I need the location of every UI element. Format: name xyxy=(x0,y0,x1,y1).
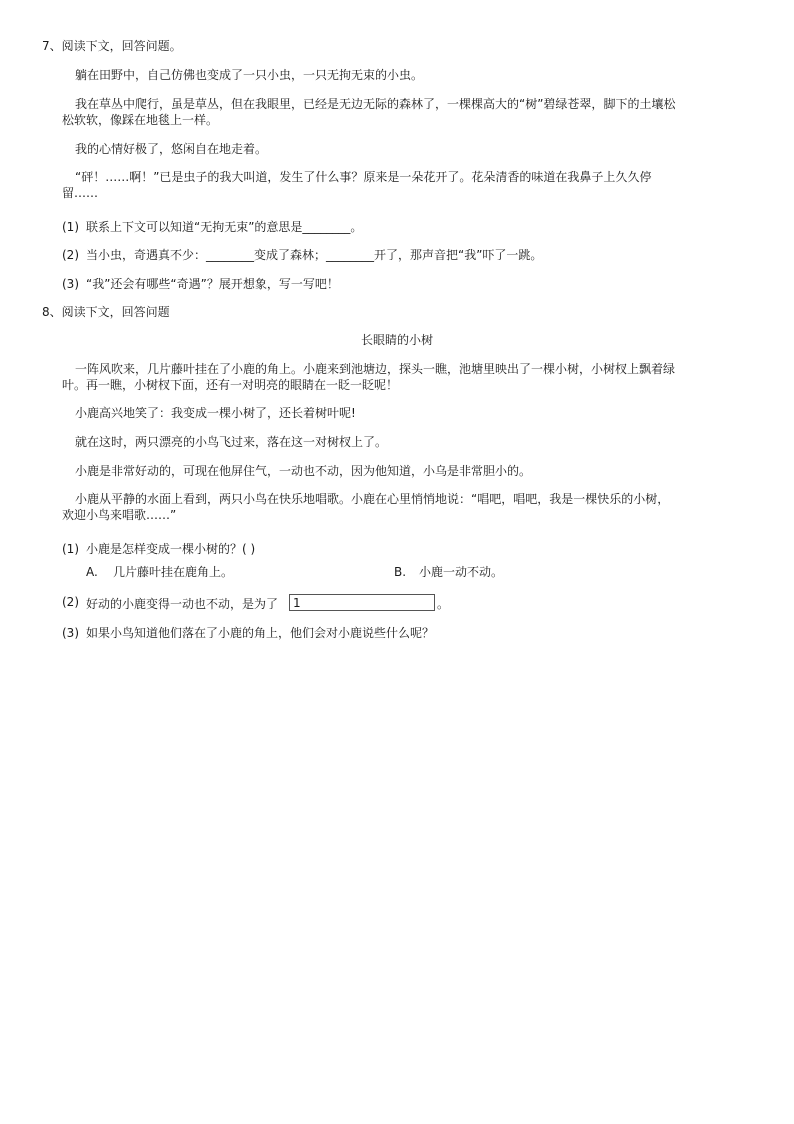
q8-option-a-label: A. xyxy=(86,565,98,579)
q8-paragraph-1-line-1: 一阵风吹来，几片藤叶挂在了小鹿的角上。小鹿来到池塘边，探头一瞧，池塘里映出了一棵小树，小树杈上飘着绿 xyxy=(75,362,676,376)
q8-question-3-number: (3) xyxy=(62,626,79,640)
q7-title: 7、阅读下文，回答问题。 xyxy=(42,39,182,53)
q8-question-2-answer-input[interactable] xyxy=(290,595,433,610)
q7-question-1-text: 联系上下文可以知道“无拘无束”的意思是________。 xyxy=(86,220,363,234)
q8-option-b-text: 小鹿一动不动。 xyxy=(419,565,504,579)
q8-paragraph-4: 小鹿是非常好动的，可现在他屏住气，一动也不动，因为他知道，小乌是非常胆小的。 xyxy=(75,464,532,478)
q8-question-2-number: (2) xyxy=(62,595,79,609)
q7-question-3-number: (3) xyxy=(62,277,79,291)
q7-question-3-text: “我”还会有哪些“奇遇”？展开想象，写一写吧！ xyxy=(86,277,339,291)
q7-paragraph-2-line-2: 松软软，像踩在地毯上一样。 xyxy=(62,113,219,127)
q7-paragraph-4-line-1: “砰！……啊！”已是虫子的我大叫道，发生了什么事？原来是一朵花开了。花朵清香的味道在我鼻子上久久停 xyxy=(75,170,652,184)
q8-question-3-text: 如果小鸟知道他们落在了小鹿的角上，他们会对小鹿说些什么呢？ xyxy=(86,626,435,640)
q8-story-title: 长眼睛的小树 xyxy=(360,333,433,347)
q8-paragraph-5-line-2: 欢迎小鸟来唱歌……” xyxy=(62,508,177,522)
q7-paragraph-3: 我的心情好极了，悠闲自在地走着。 xyxy=(75,142,268,156)
q8-option-a-text: 几片藤叶挂在鹿角上。 xyxy=(113,565,234,579)
q8-option-b-label: B. xyxy=(394,565,407,579)
q8-paragraph-3: 就在这时，两只漂亮的小鸟飞过来，落在这一对树杈上了。 xyxy=(75,435,388,449)
q7-question-2-text: 当小虫，奇遇真不少：________变成了森林；________开了，那声音把“我”吓了一跳。 xyxy=(86,248,543,262)
q8-question-2-answer-field[interactable] xyxy=(289,594,435,611)
q8-question-1-number: (1) xyxy=(62,542,79,556)
q7-paragraph-1: 躺在田野中，自己仿佛也变成了一只小虫，一只无拘无束的小虫。 xyxy=(75,68,424,82)
q8-paragraph-2: 小鹿高兴地笑了：我变成一棵小树了，还长着树叶呢! xyxy=(75,406,356,420)
q8-question-2-period: 。 xyxy=(437,597,450,611)
q8-question-1-text: 小鹿是怎样变成一棵小树的？( ) xyxy=(86,542,256,556)
q8-paragraph-1-line-2: 叶。再一瞧，小树杈下面，还有一对明亮的眼睛在一眨一眨呢！ xyxy=(62,378,399,392)
q7-paragraph-2-line-1: 我在草丛中爬行，虽是草丛，但在我眼里，已经是无边无际的森林了，一棵棵高大的“树”碧绿苍翠，脚下的土壤松 xyxy=(75,97,676,111)
q8-title: 8、阅读下文，回答问题 xyxy=(42,305,170,319)
q7-paragraph-4-line-2: 留…… xyxy=(62,186,99,200)
q8-question-2-text: 好动的小鹿变得一动也不动，是为了 xyxy=(86,597,279,611)
q8-paragraph-5-line-1: 小鹿从平静的水面上看到，两只小鸟在快乐地唱歌。小鹿在心里悄悄地说：“唱吧，唱吧，我是一棵快乐的小树， xyxy=(75,492,670,506)
q7-question-1-number: (1) xyxy=(62,220,79,234)
q7-question-2-number: (2) xyxy=(62,248,79,262)
